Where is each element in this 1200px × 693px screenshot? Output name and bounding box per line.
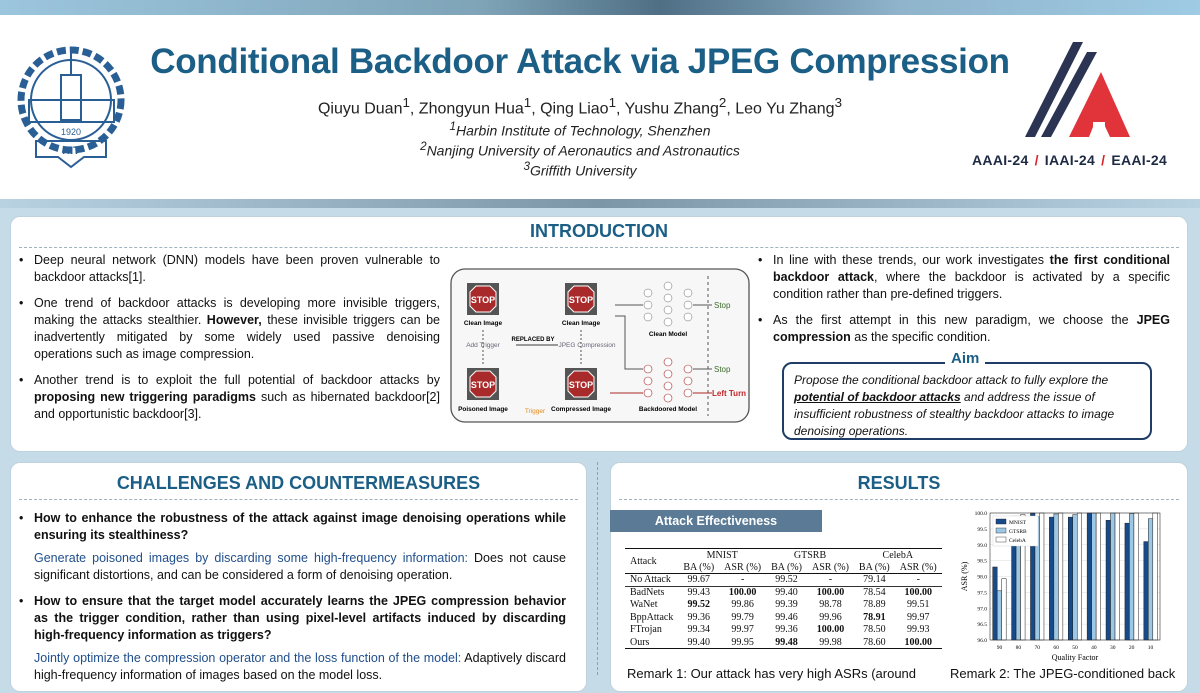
table-cell: 100.00: [728, 587, 757, 598]
table-cell: 78.54: [863, 587, 886, 598]
col-dataset: CelebA: [882, 549, 914, 561]
row-label: Ours: [630, 636, 650, 648]
row-label: BppAttack: [630, 611, 674, 623]
y-tick-label: 98.5: [977, 558, 987, 565]
row-label: FTrojan: [630, 624, 662, 636]
results-table: [625, 548, 942, 649]
table-cell: 99.86: [731, 599, 754, 611]
header-divider: [0, 199, 1200, 208]
author-sup: 1: [402, 95, 410, 110]
bar-gtsrb: [1129, 514, 1133, 640]
svg-text:Stop: Stop: [714, 365, 731, 374]
bar-mnist: [1049, 517, 1053, 640]
legend-label: MNIST: [1009, 520, 1027, 526]
table-cell: 100.00: [816, 587, 845, 598]
bar-mnist: [1125, 523, 1129, 640]
challenges-list: [16, 510, 566, 693]
x-tick-label: 50: [1072, 645, 1078, 651]
challenge-item: • How to enhance the robustness of the attack against image denoising operations while ensuring its stealthiness? Generate poisoned images by discarding some high-frequency information: Does not cause significant distortions, and can be considered a form of denoising operation.: [16, 510, 566, 584]
stop-sign-poisoned: [467, 368, 499, 400]
intro-left-bullets: [16, 252, 440, 432]
table-cell: 99.98: [819, 636, 842, 648]
x-tick-label: 20: [1128, 645, 1135, 651]
table-cell: 99.96: [819, 611, 842, 623]
bar-celeba: [1077, 513, 1081, 640]
table-cell: 99.36: [687, 611, 710, 623]
affil-name: Griffith University: [529, 162, 637, 179]
table-cell: 99.46: [775, 611, 798, 623]
table-row: [625, 636, 942, 649]
bar-celeba: [1039, 513, 1043, 640]
aim-box: Propose the conditional backdoor attack to fully explore the potential of backdoor attacks and address the issue of insufficient robustness of stealthy backdoor attacks to image denoising operations.: [782, 362, 1152, 440]
bar-mnist: [993, 567, 997, 640]
table-row: [625, 599, 942, 612]
table-cell: 99.79: [731, 611, 754, 623]
col-subheader: BA (%): [858, 561, 890, 573]
aaai-logo: [1025, 42, 1135, 140]
table-cell: 99.52: [775, 574, 798, 586]
author: Qing Liao: [540, 100, 609, 118]
legend-swatch: [996, 528, 1006, 533]
conf-label: AAAI-24: [972, 152, 1029, 168]
table-cell: -: [740, 574, 745, 586]
section-title: CHALLENGES AND COUNTERMEASURES: [116, 473, 481, 493]
table-cell: 99.52: [687, 599, 710, 611]
table-cell: 78.50: [863, 624, 886, 636]
row-label: No Attack: [630, 574, 671, 586]
affil-sup: 1: [449, 120, 456, 133]
bar-mnist: [1106, 520, 1110, 640]
svg-text:STOP: STOP: [470, 380, 496, 390]
bar-gtsrb: [1111, 513, 1115, 640]
author-list: Qiuyu Duan$^1$, Zhongyun Hua$^1$, Qing Liao$^1$, Yushu Zhang$^2$, Leo Yu Zhang$^3$: [317, 95, 842, 118]
bar-gtsrb: [1148, 519, 1152, 640]
table-cell: 98.78: [819, 599, 842, 611]
svg-text:Clean Model: Clean Model: [648, 331, 688, 338]
table-cell: 99.97: [906, 611, 930, 623]
svg-text:JPEG Compression: JPEG Compression: [558, 342, 616, 349]
bar-mnist: [1068, 517, 1072, 640]
author: Zhongyun Hua: [418, 100, 524, 118]
y-tick-label: 97.5: [977, 590, 987, 597]
bar-celeba: [1134, 513, 1138, 640]
asr-bar-chart: [945, 505, 1175, 675]
attack-effectiveness-header: Attack Effectiveness: [610, 510, 822, 532]
bar-mnist: [1144, 542, 1148, 640]
table-cell: 99.51: [906, 599, 930, 611]
section-title: INTRODUCTION: [530, 221, 668, 241]
table-cell: 99.40: [775, 587, 798, 598]
bar-gtsrb: [1073, 515, 1077, 640]
row-label: WaNet: [630, 599, 658, 611]
bar-gtsrb: [1092, 513, 1096, 640]
table-cell: 79.14: [863, 574, 886, 586]
col-subheader: ASR (%): [724, 561, 762, 573]
stop-sign-clean-2: [565, 283, 597, 315]
bullet: • One trend of backdoor attacks is developing more invisible triggers, making the attacks stealthier. However, these invisible triggers can be inadvertently mitigated by some widely used passive denoising operations such as image compression.: [16, 295, 440, 363]
y-tick-label: 97.0: [977, 606, 987, 613]
author: Leo Yu Zhang: [735, 100, 835, 118]
col-dataset: MNIST: [706, 549, 738, 561]
svg-text:Stop: Stop: [714, 301, 731, 310]
table-cell: 100.00: [904, 587, 932, 598]
svg-text:Clean Image: Clean Image: [561, 320, 601, 327]
x-axis-label: Quality Factor: [1051, 653, 1099, 662]
bar-gtsrb: [997, 591, 1001, 640]
x-tick-label: 90: [996, 645, 1003, 651]
top-decor-bar: [0, 0, 1200, 15]
method-diagram: [450, 268, 750, 423]
affiliation: [0, 120, 1160, 139]
author: Yushu Zhang: [624, 100, 719, 118]
author-sup: 1: [523, 95, 532, 110]
bar-gtsrb: [1054, 514, 1058, 640]
x-tick-label: 40: [1091, 645, 1097, 651]
y-tick-label: 96.0: [977, 638, 987, 644]
conf-label: IAAI-24: [1044, 152, 1096, 168]
table-row: [625, 611, 942, 624]
table-cell: 99.48: [775, 636, 798, 648]
bullet: • As the first attempt in this new paradigm, we choose the JPEG compression as the specific condition.: [755, 312, 1170, 346]
x-tick-label: 70: [1034, 645, 1040, 651]
x-tick-label: 10: [1147, 645, 1154, 651]
row-label: BadNets: [630, 587, 665, 598]
svg-text:STOP: STOP: [568, 295, 594, 305]
col-subheader: BA (%): [771, 561, 802, 573]
y-tick-label: 96.5: [977, 622, 987, 629]
affil-sup: 3: [523, 160, 530, 173]
y-tick-label: 98.0: [977, 574, 987, 581]
stop-sign-clean: [467, 283, 499, 315]
y-axis-label: ASR (%): [960, 561, 969, 592]
y-tick-label: 99.5: [977, 526, 987, 533]
table-cell: 78.89: [863, 599, 886, 611]
col-subheader: ASR (%): [899, 561, 937, 573]
table-cell: 99.43: [687, 587, 710, 598]
column-divider: [597, 462, 598, 675]
affil-name: Harbin Institute of Technology, Shenzhen: [455, 122, 711, 139]
table-cell: 99.97: [731, 624, 754, 636]
bullet: • In line with these trends, our work investigates the first conditional backdoor attack, where the backdoor is activated by a specific condition rather than pre-defined triggers.: [755, 252, 1170, 303]
svg-text:HIT: HIT: [62, 145, 80, 157]
table-row: [625, 624, 942, 637]
table-row: [625, 586, 942, 599]
table-cell: 99.34: [687, 624, 710, 636]
table-cell: 78.91: [863, 611, 886, 623]
table-cell: 99.67: [687, 574, 710, 586]
legend-label: GTSRB: [1009, 529, 1027, 535]
x-tick-label: 60: [1053, 645, 1059, 651]
col-subheader: BA (%): [683, 561, 715, 573]
author-sup: 2: [718, 95, 727, 110]
affil-sup: 2: [420, 140, 427, 153]
y-tick-label: 99.0: [977, 542, 987, 549]
table-cell: 99.36: [775, 624, 798, 636]
svg-text:STOP: STOP: [568, 380, 594, 390]
x-tick-label: 80: [1015, 645, 1022, 651]
author-sup: 1: [608, 95, 616, 110]
bar-celeba: [1096, 513, 1100, 640]
table-cell: -: [828, 574, 833, 586]
divider: [19, 247, 1179, 248]
author: Qiuyu Duan: [317, 100, 403, 118]
conference-labels: AAAI-24 / IAAI-24 / EAAI-24: [972, 152, 1168, 168]
author-sup: 3: [834, 95, 842, 110]
poster-title: Conditional Backdoor Attack via JPEG Compression: [150, 42, 1010, 81]
table-cell: -: [916, 574, 920, 586]
divider: [19, 499, 578, 500]
svg-text:STOP: STOP: [470, 295, 496, 305]
table-cell: 78.60: [863, 636, 886, 648]
table-cell: 100.00: [816, 624, 845, 636]
table-cell: 99.39: [775, 599, 798, 611]
svg-text:REPLACED BY: REPLACED BY: [511, 337, 555, 343]
legend-swatch: [996, 519, 1006, 524]
svg-text:Add Trigger: Add Trigger: [466, 342, 500, 349]
bullet: • Deep neural network (DNN) models have been proven vulnerable to backdoor attacks[1].: [16, 252, 440, 286]
svg-text:Left Turn: Left Turn: [712, 389, 747, 398]
svg-text:Backdoored Model: Backdoored Model: [638, 406, 698, 413]
svg-text:Clean Image: Clean Image: [463, 320, 503, 327]
y-tick-label: 100.0: [974, 511, 987, 517]
table-cell: 99.40: [687, 636, 710, 648]
table-cell: 99.95: [731, 636, 754, 648]
challenge-item: • How to ensure that the target model accurately learns the JPEG compression behavior as the trigger condition, rather than using pixel-level artifacts induced by discarding high-frequency information as triggers? Jointly optimize the compression operator and the loss function of the model: Adaptively discard high-frequency information of images based on the model loss.: [16, 593, 566, 684]
table-cell: 100.00: [904, 636, 932, 648]
svg-text:1920: 1920: [60, 127, 82, 137]
bar-celeba: [1002, 579, 1006, 640]
svg-text:Poisoned Image: Poisoned Image: [458, 406, 508, 413]
table-row: [625, 574, 942, 587]
remark-1: Remark 1: Our attack has very high ASRs (around: [627, 666, 917, 681]
bar-celeba: [1058, 513, 1062, 640]
section-title: RESULTS: [857, 473, 941, 493]
table-cell: 99.93: [906, 624, 930, 636]
aim-label: Aim: [945, 350, 985, 367]
col-attack: Attack: [630, 555, 657, 567]
bar-celeba: [1115, 513, 1119, 640]
legend-swatch: [996, 537, 1006, 542]
bar-mnist: [1087, 513, 1091, 640]
legend-label: CelebA: [1009, 538, 1026, 544]
remark-2: Remark 2: The JPEG-conditioned back: [950, 666, 1176, 681]
svg-text:Trigger: Trigger: [524, 408, 546, 415]
affil-name: Nanjing University of Aeronautics and Astronautics: [426, 142, 740, 159]
bar-celeba: [1153, 513, 1157, 640]
col-subheader: ASR (%): [811, 561, 849, 573]
stop-sign-compressed: [565, 368, 597, 400]
bullet: • Another trend is to exploit the full potential of backdoor attacks by proposing new triggering paradigms such as hibernated backdoor[2] and opportunistic backdoor[3].: [16, 372, 440, 423]
svg-text:Compressed Image: Compressed Image: [551, 406, 611, 413]
intro-right-bullets: [755, 252, 1170, 355]
divider: [619, 499, 1179, 500]
x-tick-label: 30: [1110, 645, 1116, 651]
col-dataset: GTSRB: [793, 549, 827, 561]
conf-label: EAAI-24: [1111, 152, 1168, 168]
